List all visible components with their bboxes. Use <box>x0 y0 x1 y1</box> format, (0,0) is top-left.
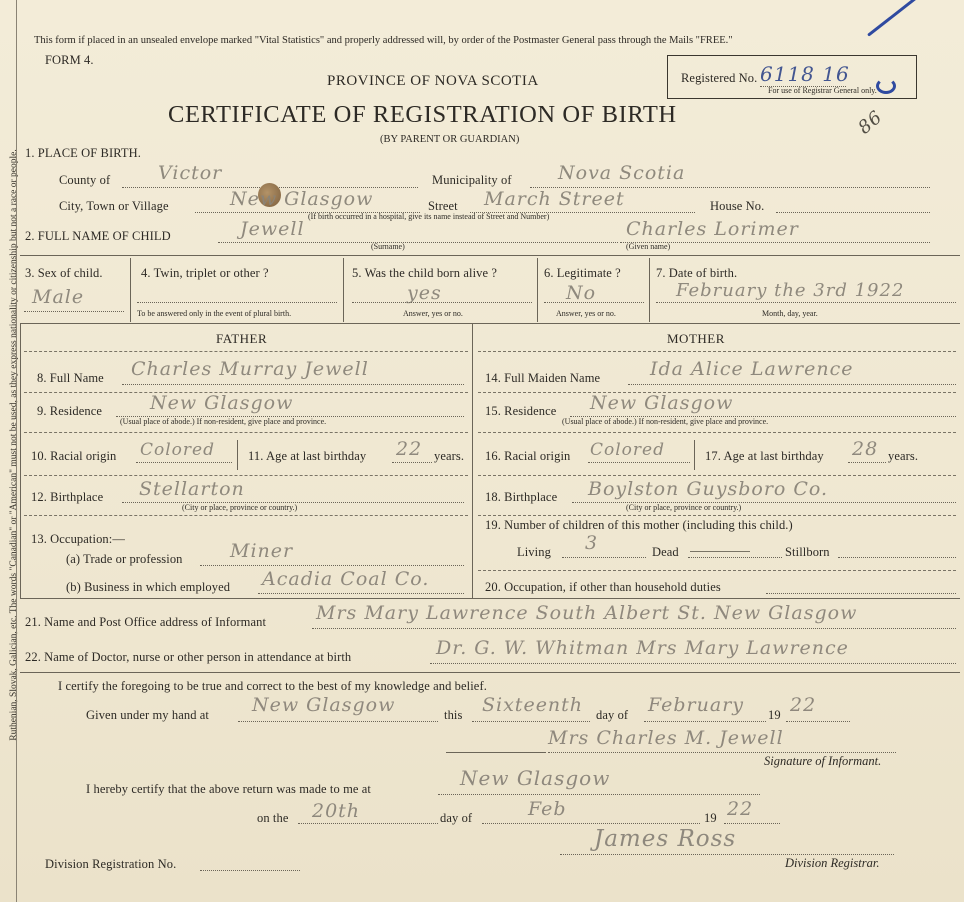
mother-bp-note: (City or place, province or country.) <box>626 503 742 512</box>
alive-note: Answer, yes or no. <box>403 309 463 318</box>
twin-label: 4. Twin, triplet or other ? <box>141 266 269 280</box>
signature-label: Signature of Informant. <box>764 754 882 768</box>
registrar-line: I hereby certify that the above return was made to me at <box>86 782 371 796</box>
stillborn-label: Stillborn <box>785 545 830 559</box>
child-name-label: 2. FULL NAME OF CHILD <box>25 229 171 243</box>
father-race-label: 10. Racial origin <box>31 449 117 463</box>
legit-value: No <box>566 282 597 304</box>
father-age-label: 11. Age at last birthday <box>248 449 367 463</box>
registered-number: 6118 16 <box>760 62 850 86</box>
father-name-label: 8. Full Name <box>37 371 104 385</box>
city-label: City, Town or Village <box>59 199 169 213</box>
registrar-place: New Glasgow <box>460 766 611 790</box>
this-label: this <box>444 708 463 722</box>
business-label: (b) Business in which employed <box>66 580 231 594</box>
year-prefix: 19 <box>768 708 781 722</box>
mother-race: Colored <box>590 440 665 460</box>
child-surname: Jewell <box>240 218 305 240</box>
top-notice: This form if placed in an unsealed envelope marked "Vital Statistics" and properly addressed will, by order of the Postmaster General pass through the Mails "FREE." <box>34 35 733 46</box>
mother-birthplace-label: 18. Birthplace <box>485 490 558 504</box>
day-of-label: day of <box>596 708 629 722</box>
date-note: Month, day, year. <box>762 309 818 318</box>
registrar-month: Feb <box>528 798 567 820</box>
form-number: FORM 4. <box>45 53 94 67</box>
sex-label: 3. Sex of child. <box>25 266 103 280</box>
living-label: Living <box>517 545 551 559</box>
father-trade: Miner <box>230 540 294 562</box>
father-bp-note: (City or place, province or country.) <box>182 503 298 512</box>
certificate-title: CERTIFICATE OF REGISTRATION OF BIRTH <box>168 101 677 128</box>
doctor-value: Dr. G. W. Whitman Mrs Mary Lawrence <box>436 637 849 659</box>
father-age: 22 <box>396 438 423 460</box>
street-label: Street <box>428 199 458 213</box>
father-residence: New Glasgow <box>150 392 294 414</box>
given-place: New Glasgow <box>252 694 396 716</box>
trade-label: (a) Trade or profession <box>66 552 183 566</box>
twin-note: To be answered only in the event of plural birth. <box>137 309 292 318</box>
father-occupation-label: 13. Occupation:— <box>31 532 125 546</box>
mother-race-label: 16. Racial origin <box>485 449 571 463</box>
mother-years: years. <box>888 449 919 463</box>
mother-name: Ida Alice Lawrence <box>650 358 854 380</box>
legit-label: 6. Legitimate ? <box>544 266 621 280</box>
children-label: 19. Number of children of this mother (including this child.) <box>485 518 793 532</box>
registrar-only-note: For use of Registrar General only. <box>768 86 877 95</box>
side-note: Ruthenian, Slovak, Galician, etc. The words "Canadian" or "American" must not be used, as they express nationality or citizenship but not a race or people. <box>9 149 19 741</box>
date-label: 7. Date of birth. <box>656 266 738 280</box>
registrar-day-of-label: day of <box>440 811 473 825</box>
father-res-label: 9. Residence <box>37 404 103 418</box>
registrar-year: 22 <box>727 798 754 820</box>
mother-occupation-label: 20. Occupation, if other than household duties <box>485 580 721 594</box>
house-label: House No. <box>710 199 765 213</box>
mother-birthplace: Boylston Guysboro Co. <box>588 478 829 500</box>
municipality-label: Municipality of <box>432 173 512 187</box>
mother-res-note: (Usual place of abode.) If non-resident, give place and province. <box>562 417 769 426</box>
father-birthplace-label: 12. Birthplace <box>31 490 104 504</box>
mother-age: 28 <box>852 438 879 460</box>
mother-residence: New Glasgow <box>590 392 734 414</box>
date-value: February the 3rd 1922 <box>676 280 905 301</box>
municipality-value: Nova Scotia <box>558 162 686 184</box>
county-label: County of <box>59 173 111 187</box>
certify-year: 22 <box>790 694 817 716</box>
registrar-day: 20th <box>312 800 361 822</box>
certify-day: Sixteenth <box>482 694 584 716</box>
father-race: Colored <box>140 440 215 460</box>
certify-line: I certify the foregoing to be true and correct to the best of my knowledge and belief. <box>58 679 487 693</box>
informant-signature: Mrs Charles M. Jewell <box>548 727 784 749</box>
mother-name-label: 14. Full Maiden Name <box>485 371 601 385</box>
father-birthplace: Stellarton <box>139 478 245 500</box>
father-header: FATHER <box>216 331 268 346</box>
given-label: Given under my hand at <box>86 708 210 722</box>
given-name-note: (Given name) <box>626 242 671 251</box>
alive-label: 5. Was the child born alive ? <box>352 266 498 280</box>
child-given-name: Charles Lorimer <box>626 218 799 240</box>
mother-header: MOTHER <box>667 331 725 346</box>
province-heading: PROVINCE OF NOVA SCOTIA <box>327 73 539 89</box>
on-label: on the <box>257 811 289 825</box>
corner-mark: 86 <box>854 106 887 139</box>
surname-note: (Surname) <box>371 242 405 251</box>
county-value: Victor <box>158 162 223 184</box>
legit-note: Answer, yes or no. <box>556 309 616 318</box>
informant-label: 21. Name and Post Office address of Informant <box>25 615 267 629</box>
informant-value: Mrs Mary Lawrence South Albert St. New Glasgow <box>316 602 858 624</box>
registrar-year-prefix: 19 <box>704 811 717 825</box>
certify-month: February <box>648 694 745 716</box>
doctor-label: 22. Name of Doctor, nurse or other person in attendance at birth <box>25 650 352 664</box>
certificate-subtitle: (BY PARENT OR GUARDIAN) <box>380 134 520 145</box>
alive-value: yes <box>407 282 442 304</box>
living-count: 3 <box>585 532 599 554</box>
sex-value: Male <box>32 286 85 308</box>
father-name: Charles Murray Jewell <box>131 358 369 380</box>
father-years: years. <box>434 449 465 463</box>
hospital-note: (If birth occurred in a hospital, give its name instead of Street and Number) <box>308 212 550 221</box>
mother-age-label: 17. Age at last birthday <box>705 449 824 463</box>
place-of-birth-label: 1. PLACE OF BIRTH. <box>25 146 141 160</box>
street-value: March Street <box>484 188 625 210</box>
pen-mark <box>876 78 896 94</box>
registered-label: Registered No. <box>681 71 758 85</box>
margin-rule <box>16 0 17 902</box>
registrar-signature: James Ross <box>594 826 737 852</box>
father-business: Acadia Coal Co. <box>262 568 430 590</box>
pen-mark <box>867 0 932 37</box>
division-registrar-label: Division Registrar. <box>785 856 880 870</box>
father-res-note: (Usual place of abode.) If non-resident, give place and province. <box>120 417 327 426</box>
mother-res-label: 15. Residence <box>485 404 557 418</box>
city-value: New Glasgow <box>230 188 374 210</box>
dead-label: Dead <box>652 545 679 559</box>
division-no-label: Division Registration No. <box>45 857 177 871</box>
